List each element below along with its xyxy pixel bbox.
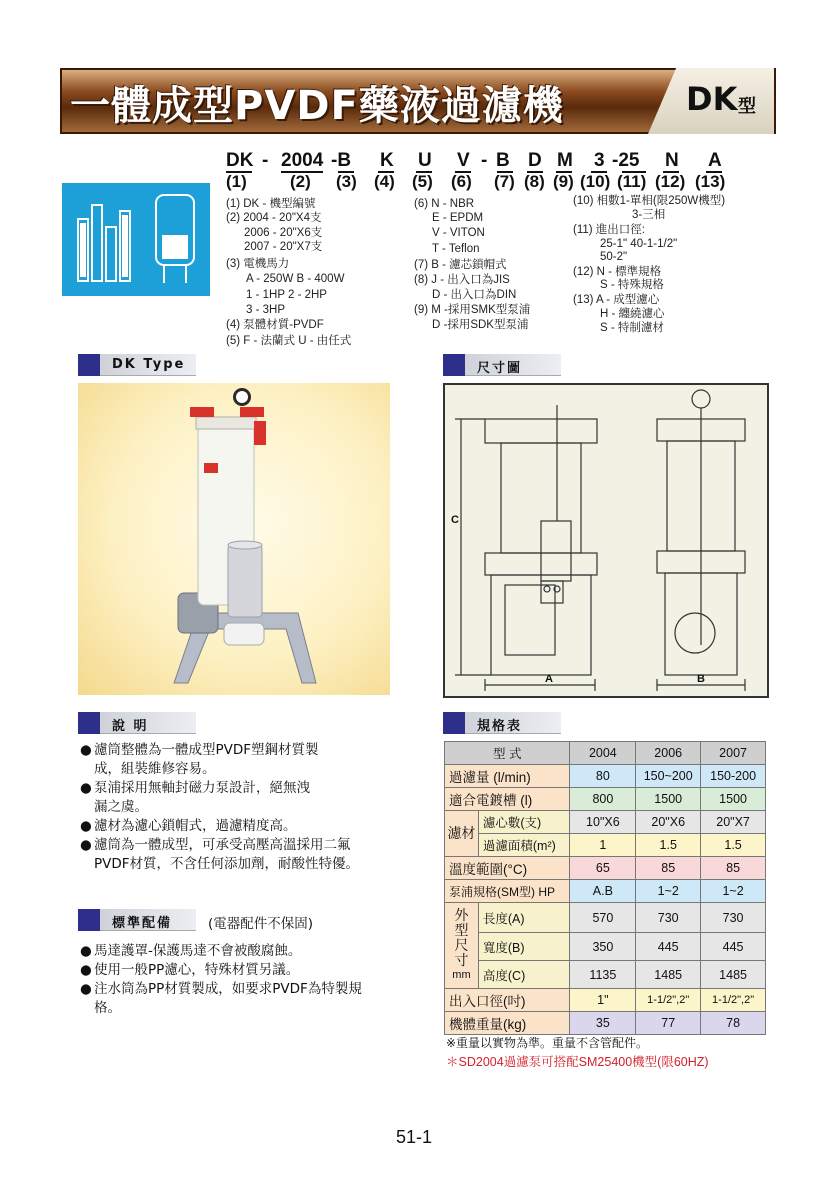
table-row [445,961,766,989]
spec-table [444,741,766,1035]
section-label: 規格表 [477,719,523,734]
table-cell: 77 [636,1012,701,1035]
bullet-icon: ● [80,818,92,834]
row-label: 適合電鍍槽 (l) [445,788,570,811]
table-cell: 800 [570,788,636,811]
page-number: 51-1 [396,1127,433,1147]
row-label: 過濾面積(m²) [478,834,570,857]
list-item: ● 濾筒為一體成型，可承受高壓高溫採用二氟 [80,837,351,853]
option-line: A - 250W B - 400W [246,273,345,285]
section-label: 尺寸圖 [477,361,523,376]
option-line: 2006 - 20"X6支 [244,227,323,239]
section-spec [443,712,561,734]
row-label: 溫度範圍(°C) [445,857,570,880]
page-title: 一體成型PVDF藥液過濾機 [70,83,564,129]
option-line: (3) 電機馬力 [226,258,290,270]
option-line: (9) M -採用SMK型泵浦 [414,304,531,316]
list-item: ● 馬達護罩-保護馬達不會被酸腐蝕。 [80,943,302,959]
option-line: (13) A - 成型濾心 [573,294,660,306]
table-row [445,834,766,857]
table-cell: 85 [701,857,766,880]
option-line: 50-2" [600,251,628,263]
table-row [445,857,766,880]
section-dimension [443,354,561,376]
section-label: DK Type [112,357,186,372]
code-part: V [457,150,470,171]
row-label: 濾心數(支) [478,811,570,834]
code-number: (13) [695,172,726,191]
table-cell: 78 [701,1012,766,1035]
filter-thumbnail [62,183,210,296]
option-line: T - Teflon [432,243,480,255]
code-number: (1) [226,172,247,191]
row-group-label: 濾材 [445,811,479,857]
table-cell: 150~200 [636,765,701,788]
code-number: (6) [451,172,472,191]
standard-note: (電器配件不保固) [208,916,314,932]
pump-note: ＊SD2004過濾泵可搭配SM25400機型(限60HZ) [446,1055,709,1069]
code-part: U [418,150,432,171]
section-marker-icon [78,712,100,734]
section-label: 說 明 [112,719,149,734]
code-number: (8) [524,172,545,191]
table-header-cell: 2007 [701,742,766,765]
bullet-icon: ● [80,837,92,853]
option-line: 1 - 1HP 2 - 2HP [246,289,327,301]
code-part: 2004 [281,150,324,171]
option-line: (6) N - NBR [414,198,475,210]
model-suffix: 型 [738,96,756,117]
bullet-icon: ● [80,962,92,978]
table-cell: 445 [636,933,701,961]
code-number: (9) [553,172,574,191]
bullet-icon: ● [80,742,92,758]
code-number: (12) [655,172,686,191]
dimension-label-c: C [451,514,459,526]
option-line: D -採用SDK型泵浦 [432,319,529,331]
table-cell: 80 [570,765,636,788]
option-line: (4) 泵體材質-PVDF [226,319,324,331]
row-label: 寬度(B) [478,933,570,961]
dimension-label-b: B [697,673,705,685]
bullet-icon: ● [80,981,92,997]
list-item: 漏之虞。 [94,799,148,815]
row-label: 機體重量(kg) [445,1012,570,1035]
bullet-icon: ● [80,943,92,959]
description-list [80,741,400,874]
option-line: 2007 - 20"X7支 [244,241,323,253]
option-line: (11) 進出口徑: [573,224,645,236]
code-part: - [262,150,269,171]
code-number: (5) [412,172,433,191]
row-group-label: 外 型 尺 寸 mm [445,903,479,989]
option-line: V - VITON [432,227,485,239]
table-cell: 1485 [701,961,766,989]
table-row [445,1012,766,1035]
table-cell: 350 [570,933,636,961]
section-marker-icon [78,354,100,376]
table-row [445,765,766,788]
table-cell: 1~2 [636,880,701,903]
option-line: (1) DK - 機型編號 [226,198,316,210]
dimension-drawing [443,383,769,698]
list-item: ● 泵浦採用無軸封磁力泵設計，絕無洩 [80,780,310,796]
table-cell: 10"X6 [570,811,636,834]
code-number: (11) [617,172,647,191]
row-label: 過濾量 (l/min) [445,765,570,788]
bullet-icon: ● [80,780,92,796]
table-cell: 1.5 [701,834,766,857]
code-part: A [708,150,722,171]
list-item: 格。 [94,1000,121,1016]
section-marker-icon [78,909,100,931]
model-name: DK [686,80,738,118]
dimension-label-a: A [545,673,553,685]
code-number: (4) [374,172,395,191]
table-row [445,742,766,765]
list-item: 成，組裝維修容易。 [94,761,216,777]
table-cell: 730 [636,903,701,933]
list-item: ● 濾筒整體為一體成型PVDF塑鋼材質製 [80,742,319,758]
option-line: 25-1" 40-1-1/2" [600,238,678,250]
table-cell: 20"X6 [636,811,701,834]
table-cell: 1-1/2",2" [636,989,701,1012]
table-header-cell: 2004 [570,742,636,765]
code-part: DK [226,150,254,171]
table-cell: 20"X7 [701,811,766,834]
list-item: PVDF材質，不含任何添加劑，耐酸性特優。 [94,856,360,872]
option-line: 3 - 3HP [246,304,285,316]
table-header-cell: 2006 [636,742,701,765]
table-row [445,788,766,811]
code-part: B [496,150,510,171]
table-cell: 730 [701,903,766,933]
table-cell: 85 [636,857,701,880]
table-cell: 65 [570,857,636,880]
table-cell: 570 [570,903,636,933]
code-part: D [528,150,542,171]
option-line: (10) 相數1-單相(限250W機型) [573,195,726,207]
code-part: M [557,150,573,171]
row-label: 出入口徑(吋) [445,989,570,1012]
option-line: (7) B - 濾芯鎖帽式 [414,259,507,271]
option-line: 3-三相 [632,209,666,221]
code-part: -B [331,150,352,171]
code-number: (3) [336,172,357,191]
code-part: N [665,150,679,171]
weight-note: ※重量以實物為準。重量不含管配件。 [446,1036,649,1050]
table-cell: 1500 [701,788,766,811]
option-line: H - 纏繞濾心 [600,308,665,320]
table-row [445,903,766,933]
option-line: (5) F - 法蘭式 U - 由任式 [226,335,352,347]
table-row [445,989,766,1012]
option-line: E - EPDM [432,212,484,224]
option-line: (12) N - 標準規格 [573,266,662,278]
section-marker-icon [443,712,465,734]
section-label: 標準配備 [112,916,173,931]
code-part: - [481,150,488,171]
code-part: -25 [612,150,640,171]
table-cell: 1 [570,834,636,857]
option-line: S - 特殊規格 [600,279,664,291]
table-row [445,933,766,961]
section-description [78,712,196,734]
row-label: 高度(C) [478,961,570,989]
row-label: 泵浦規格(SM型) HP [445,880,570,903]
table-cell: 1485 [636,961,701,989]
table-cell: 1-1/2",2" [701,989,766,1012]
list-item: ● 注水筒為PP材質製成，如要求PVDF為特製規 [80,981,362,997]
table-cell: 1500 [636,788,701,811]
list-item: ● 濾材為濾心鎖帽式，過濾精度高。 [80,818,297,834]
table-cell: 1.5 [636,834,701,857]
table-cell: 1135 [570,961,636,989]
row-label: 長度(A) [478,903,570,933]
option-line: S - 特制濾材 [600,322,664,334]
code-number: (2) [290,172,311,191]
option-line: (2) 2004 - 20"X4支 [226,212,322,224]
code-number: (10) [580,172,611,191]
section-marker-icon [443,354,465,376]
table-row [445,811,766,834]
table-cell: 445 [701,933,766,961]
table-cell: 35 [570,1012,636,1035]
list-item: ● 使用一般PP濾心，特殊材質另議。 [80,962,300,978]
product-photo [78,383,390,695]
section-dk-type [78,354,196,376]
table-row [445,880,766,903]
code-part: K [380,150,394,171]
standard-list [80,942,400,1018]
code-number: (7) [494,172,515,191]
table-cell: 1~2 [701,880,766,903]
table-cell: 150-200 [701,765,766,788]
code-part: 3 [594,150,605,171]
table-header-cell: 型 式 [445,742,570,765]
table-cell: 1" [570,989,636,1012]
option-line: D - 出入口為DIN [432,289,517,301]
option-line: (8) J - 出入口為JIS [414,274,510,286]
section-standard [78,909,196,931]
table-cell: A.B [570,880,636,903]
